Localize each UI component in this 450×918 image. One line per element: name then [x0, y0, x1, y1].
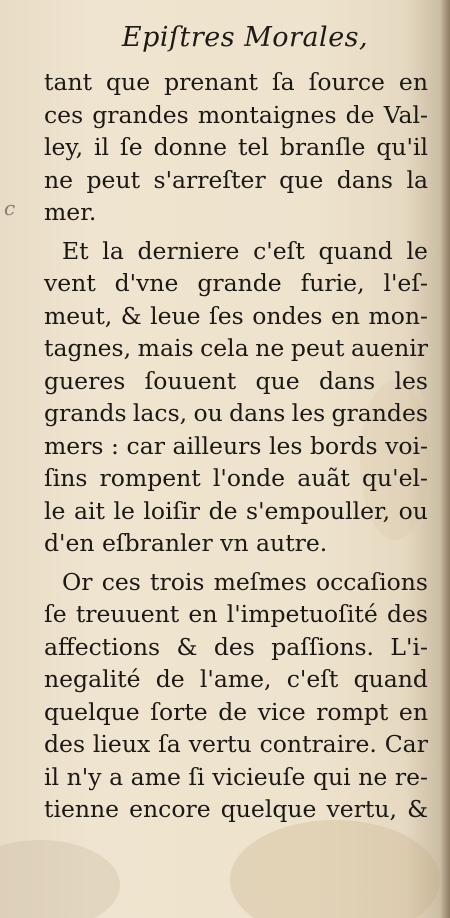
- text-line: tant que prenant ſa ſource en: [44, 68, 428, 96]
- text-line: ne peut s'arreſter que dans la: [44, 165, 428, 194]
- text-line: tienne encore quelque vertu, &: [44, 795, 428, 823]
- paper-stain: [0, 840, 120, 918]
- text-line: il n'y a ame ſi vicieuſe qui ne re-: [44, 762, 428, 791]
- text-line: mer.: [44, 198, 97, 226]
- body-text: [44, 66, 428, 826]
- text-line: le ait le loiſir de s'empouller, ou: [44, 496, 428, 525]
- text-line: quelque ſorte de vice rompt en: [44, 697, 428, 726]
- text-line: vent d'vne grande furie, l'eſ-: [44, 269, 428, 297]
- text-line: tagnes, mais cela ne peut auenir: [44, 334, 428, 362]
- text-line: Et la derniere c'eſt quand le: [62, 236, 428, 265]
- running-head: Epiſtres Morales,: [121, 22, 369, 53]
- text-line: meut, & leue ſes ondes en mon-: [44, 301, 428, 330]
- text-line: negalité de l'ame, c'eſt quand: [44, 665, 428, 693]
- text-line: ſe treuuent en l'impetuoſité des: [44, 600, 428, 628]
- text-line: ley, il ſe donne tel branſle qu'il: [44, 133, 428, 161]
- text-line: gueres ſouuent que dans les: [44, 366, 428, 395]
- text-line: ces grandes montaignes de Val-: [44, 100, 428, 129]
- paper-stain: [230, 820, 440, 918]
- text-line: grands lacs, ou dans les grandes: [44, 399, 428, 427]
- text-line: Or ces trois meſmes occaſions: [62, 567, 428, 596]
- text-line: affections & des paſſions. L'i-: [44, 632, 428, 661]
- margin-annotation: c: [4, 196, 16, 220]
- text-line: ſins rompent l'onde auãt qu'el-: [44, 464, 428, 492]
- text-line: d'en eſbranler vn autre.: [44, 529, 328, 557]
- text-line: mers : car ailleurs les bords voi-: [44, 431, 428, 460]
- text-line: des lieux ſa vertu contraire. Car: [44, 730, 428, 758]
- page-gutter-shadow: [440, 0, 450, 918]
